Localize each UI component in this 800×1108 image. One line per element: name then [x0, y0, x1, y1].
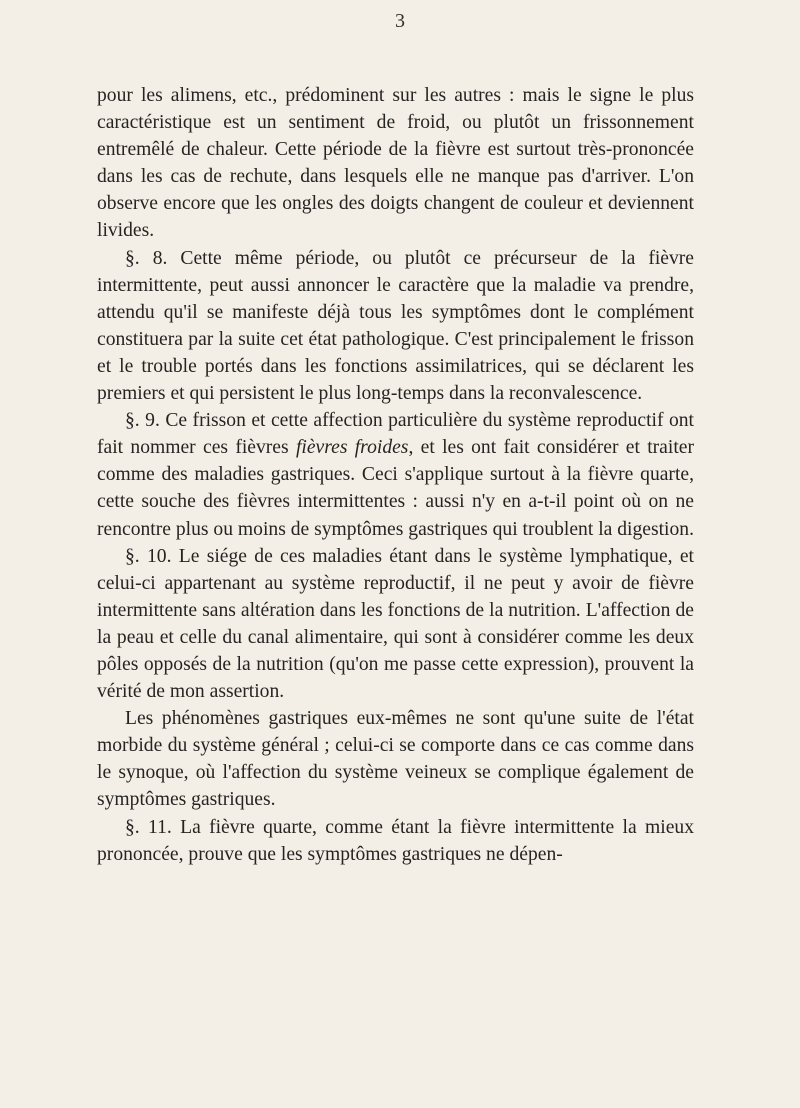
- paragraph-section-9-rest: , et les ont fait considérer et traiter comme des maladies gastriques. Ceci s'applique surtout à la fièvre quarte, cette souche des fièvres intermittentes : aussi n'y en a-t-il point où on ne rencontre plus ou moins de symptômes gastriques qui troublent la digestion.: [97, 437, 694, 540]
- page-number: 3: [395, 10, 405, 32]
- paragraph-gastric-phenomena: Les phénomènes gastriques eux-mêmes ne sont qu'une suite de l'état morbide du système général ; celui-ci se comporte dans ce cas comme dans le synoque, où l'affection du système veineux se complique également de symptômes gastriques.: [97, 708, 694, 811]
- paragraph-section-8: §. 8. Cette même période, ou plutôt ce précurseur de la fièvre intermittente, peut aussi annoncer le caractère que la maladie va prendre, attendu qu'il se manifeste déjà tous les symptômes dont le complément constituera par la suite cet état pathologique. C'est principalement le frisson et le trouble portés dans les fonctions assimilatrices, qui se déclarent les premiers et qui persistent le plus long-temps dans la reconvalescence.: [97, 247, 694, 405]
- paragraph-section-9-lead: §. 9. Ce frisson et cette affection particulière du système reproductif ont fait nommer ces fièvres: [97, 410, 694, 459]
- paragraph-section-10: §. 10. Le siége de ces maladies étant dans le système lymphatique, et celui-ci appartenant au système reproductif, il ne peut y avoir de fièvre intermittente sans altération dans les fonctions de la nutrition. L'affection de la peau et celle du canal alimentaire, qui sont à considérer comme les deux pôles opposés de la nutrition (qu'on me passe cette expression), prouvent la vérité de mon assertion.: [97, 545, 694, 703]
- paragraph-continuation: pour les alimens, etc., prédominent sur les autres : mais le signe le plus caractéristique est un sentiment de froid, ou plutôt un frissonnement entremêlé de chaleur. Cette période de la fièvre est surtout très-prononcée dans les cas de rechute, dans lesquels elle ne manque pas d'arriver. L'on observe encore que les ongles des doigts changent de couleur et deviennent livides.: [97, 85, 694, 242]
- paragraph-section-9: [97, 407, 694, 542]
- italic-term: fièvres froides: [295, 437, 409, 459]
- paragraph-section-11: §. 11. La fièvre quarte, comme étant la fièvre intermittente la mieux prononcée, prouve que les symptômes gastriques ne dépen-: [97, 816, 694, 865]
